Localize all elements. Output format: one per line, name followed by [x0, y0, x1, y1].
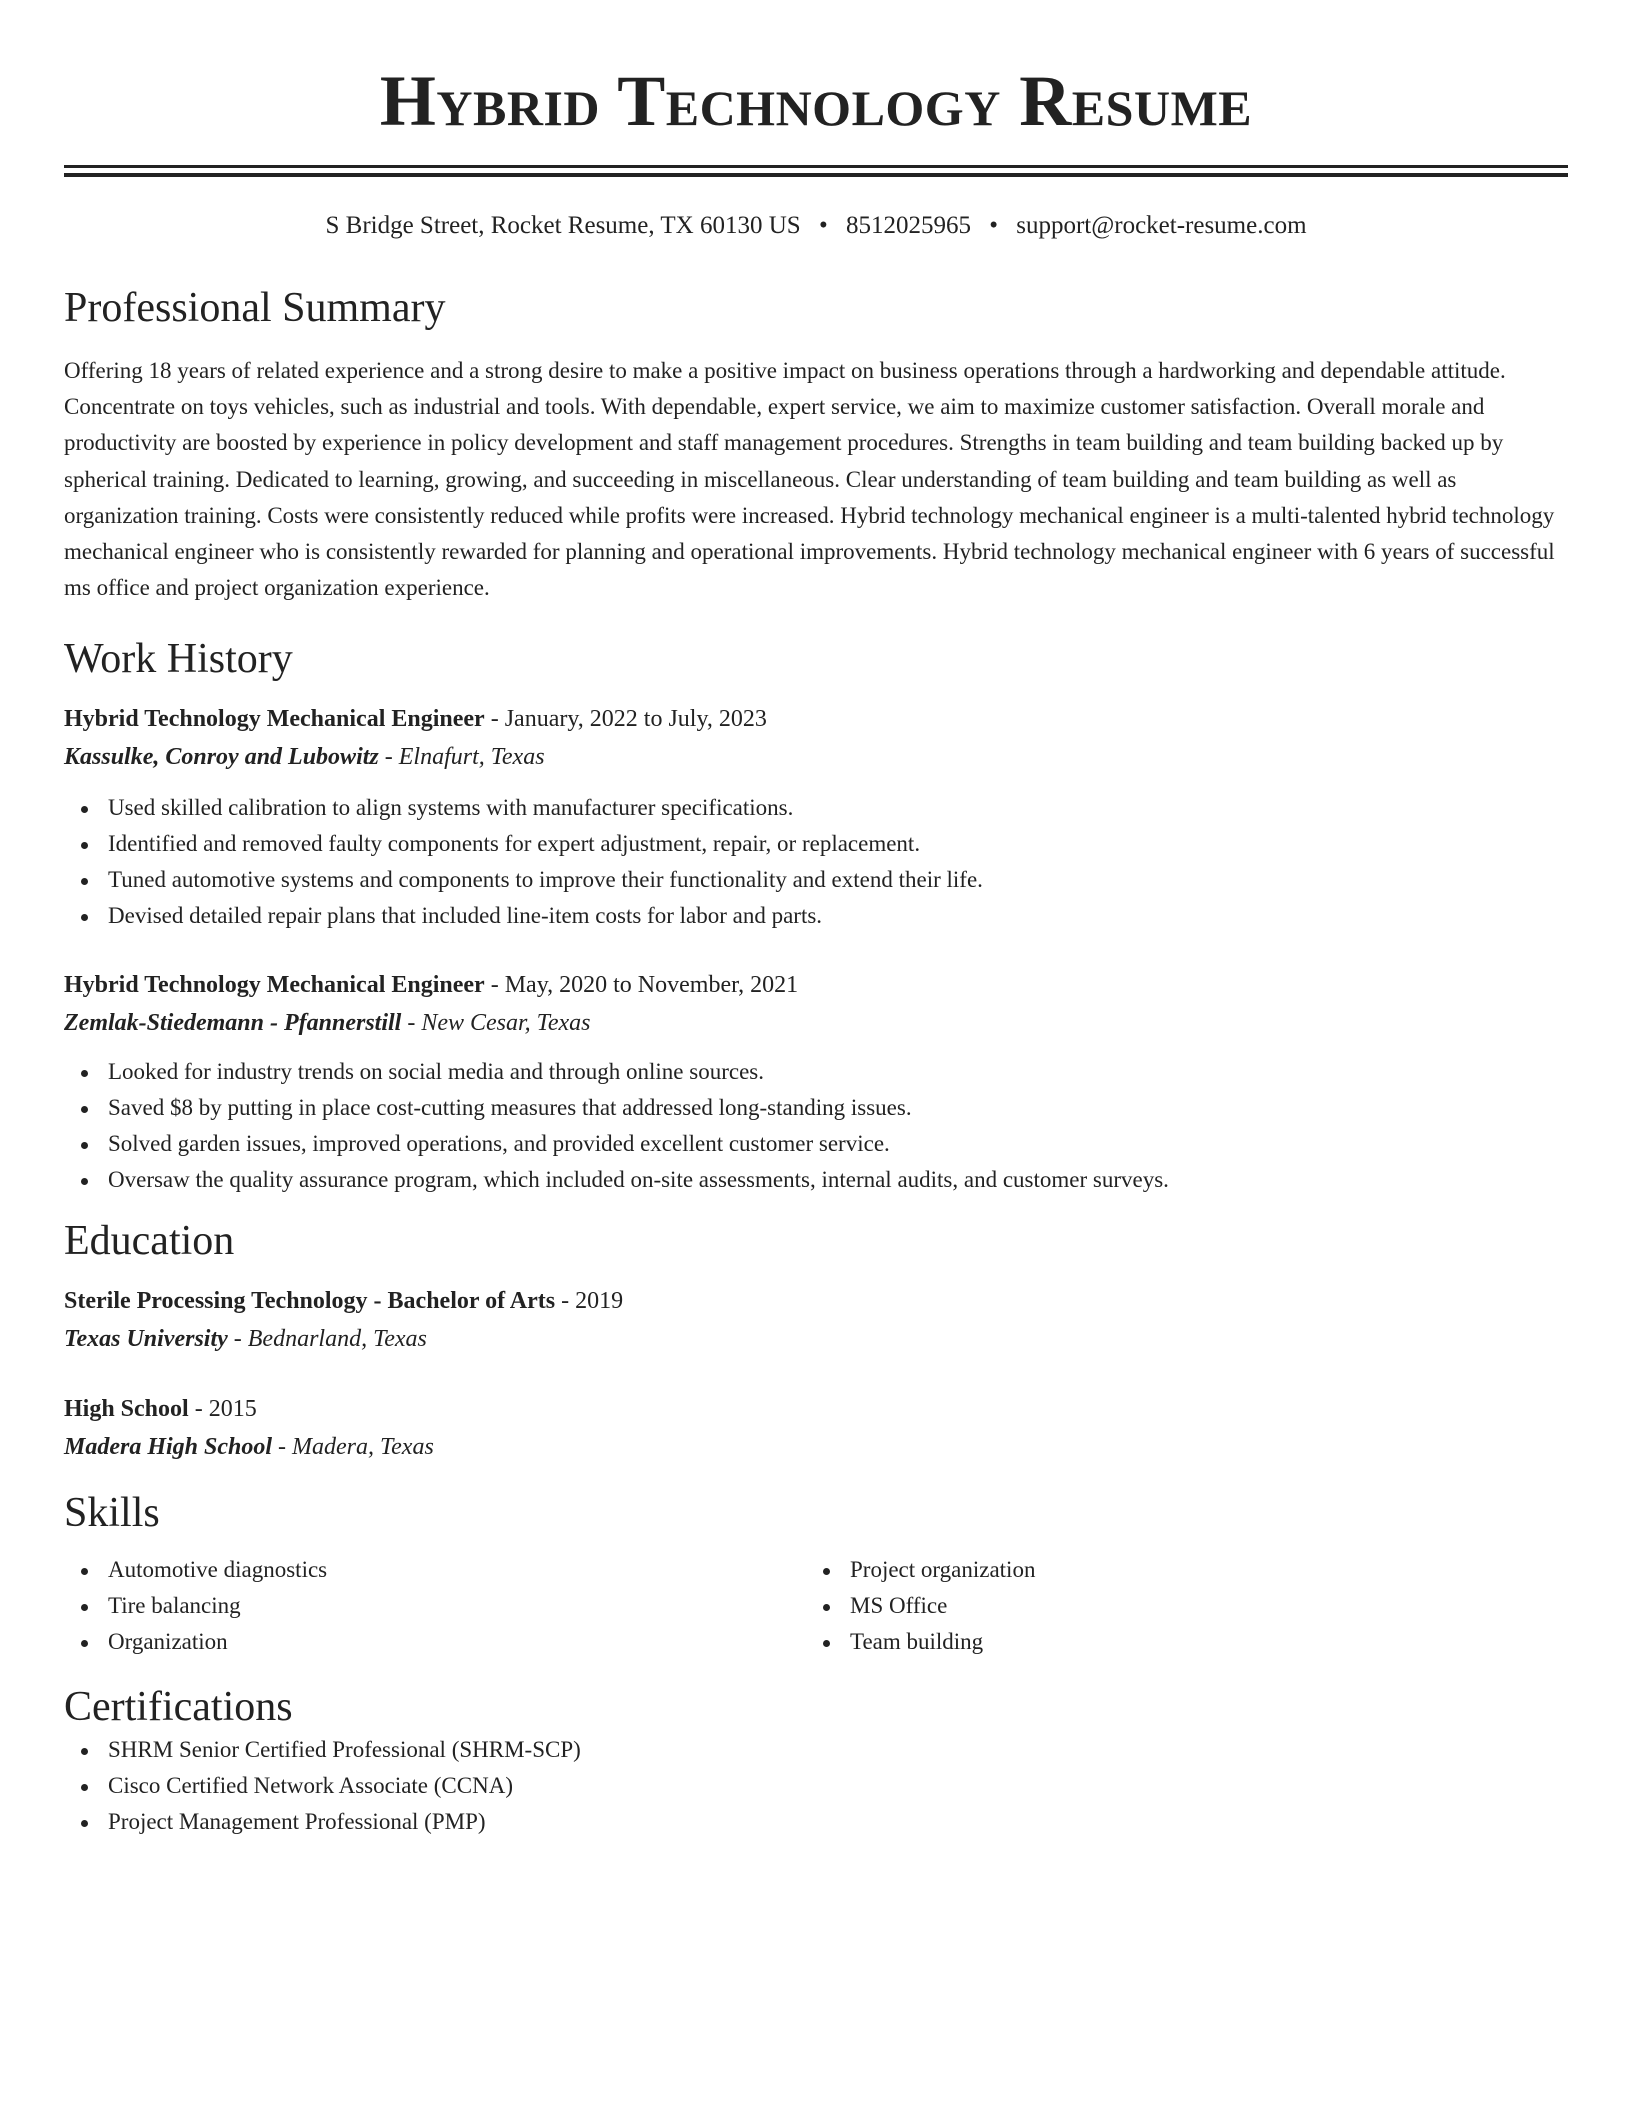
list-item: Identified and removed faulty components for expert adjustment, repair, or replacement.: [64, 826, 1568, 862]
skill-item: Tire balancing: [64, 1588, 806, 1624]
job-dates: - May, 2020 to November, 2021: [484, 972, 799, 999]
list-item: Looked for industry trends on social media and through online sources.: [64, 1054, 1568, 1090]
job-header: [64, 700, 1568, 738]
job-employer-line: [64, 1004, 1568, 1042]
title-divider-thin: [64, 165, 1568, 168]
education-location: - Bednarland, Texas: [227, 1326, 427, 1353]
education-year: - 2019: [555, 1288, 624, 1315]
job-duties-list: [64, 790, 1568, 934]
section-heading-education: Education: [64, 1218, 235, 1265]
job-entry: [64, 700, 1568, 934]
certifications-list: [64, 1732, 1568, 1840]
education-school-line: [64, 1320, 1568, 1358]
title-divider-thick: [64, 173, 1568, 177]
education-location: - Madera, Texas: [272, 1434, 434, 1461]
resume-page: [64, 0, 1568, 1840]
job-dates: - January, 2022 to July, 2023: [484, 706, 767, 733]
education-header: [64, 1390, 1568, 1428]
skills-grid: [64, 1552, 1568, 1660]
job-entry: [64, 966, 1568, 1198]
contact-line: [64, 211, 1568, 241]
job-company: Kassulke, Conroy and Lubowitz: [64, 744, 379, 771]
list-item: Used skilled calibration to align systems with manufacturer specifications.: [64, 790, 1568, 826]
skills-list-right: [806, 1552, 1548, 1660]
list-item: Tuned automotive systems and components to improve their functionality and extend their life.: [64, 862, 1568, 898]
education-header: [64, 1282, 1568, 1320]
section-heading-skills: Skills: [64, 1490, 160, 1537]
job-header: [64, 966, 1568, 1004]
section-heading-certifications: Certifications: [64, 1684, 293, 1731]
list-item: Oversaw the quality assurance program, which included on-site assessments, internal audits, and customer surveys.: [64, 1162, 1568, 1198]
job-title: Hybrid Technology Mechanical Engineer: [64, 706, 485, 733]
contact-separator: •: [818, 212, 828, 239]
resume-title: Hybrid Technology Resume: [379, 61, 1253, 141]
job-location: - Elnafurt, Texas: [378, 744, 545, 771]
contact-separator: •: [989, 212, 998, 239]
section-heading-summary: Professional Summary: [64, 285, 446, 331]
education-degree: High School: [64, 1396, 189, 1423]
certification-item: SHRM Senior Certified Professional (SHRM-SCP): [64, 1732, 1568, 1768]
education-entry: [64, 1282, 1568, 1358]
education-degree: Sterile Processing Technology - Bachelor of Arts: [64, 1288, 556, 1315]
skills-list-left: [64, 1552, 806, 1660]
certification-item: Project Management Professional (PMP): [64, 1804, 1568, 1840]
education-year: - 2015: [188, 1396, 257, 1423]
list-item: Solved garden issues, improved operations, and provided excellent customer service.: [64, 1126, 1568, 1162]
skill-item: Project organization: [806, 1552, 1548, 1588]
skill-item: Team building: [806, 1624, 1548, 1660]
skill-item: Organization: [64, 1624, 806, 1660]
skill-item: Automotive diagnostics: [64, 1552, 806, 1588]
job-location: - New Cesar, Texas: [401, 1010, 591, 1037]
education-school: Madera High School: [64, 1434, 273, 1461]
contact-phone: 8512025965: [845, 212, 971, 239]
list-item: Devised detailed repair plans that included line-item costs for labor and parts.: [64, 898, 1568, 934]
job-employer-line: [64, 738, 1568, 776]
contact-email: support@rocket-resume.com: [1016, 212, 1307, 239]
job-duties-list: [64, 1054, 1568, 1198]
contact-address: S Bridge Street, Rocket Resume, TX 60130 US: [325, 212, 801, 239]
summary-paragraph: Offering 18 years of related experience and a strong desire to make a positive impact on business operations through a hardworking and dependable attitude. Concentrate on toys vehicles, such as industrial and tools. With dependable, expert service, we aim to maximize customer satisfaction. Overall morale and productivity are boosted by experience in policy development and staff management procedures. Strengths in team building and team building backed up by spherical training. Dedicated to learning, growing, and succeeding in miscellaneous. Clear understanding of team building and team building as well as organization training. Costs were consistently reduced while profits were increased. Hybrid technology mechanical engineer is a multi-talented hybrid technology mechanical engineer who is consistently rewarded for planning and operational improvements. Hybrid technology mechanical engineer with 6 years of successful ms office and project organization experience.: [64, 358, 1555, 601]
certification-item: Cisco Certified Network Associate (CCNA): [64, 1768, 1568, 1804]
education-entry: [64, 1390, 1568, 1466]
list-item: Saved $8 by putting in place cost-cutting measures that addressed long-standing issues.: [64, 1090, 1568, 1126]
job-company: Zemlak-Stiedemann - Pfannerstill: [64, 1010, 402, 1037]
education-school-line: [64, 1428, 1568, 1466]
education-school: Texas University: [64, 1326, 228, 1353]
section-heading-work-history: Work History: [64, 636, 293, 683]
skill-item: MS Office: [806, 1588, 1548, 1624]
job-title: Hybrid Technology Mechanical Engineer: [64, 972, 485, 999]
